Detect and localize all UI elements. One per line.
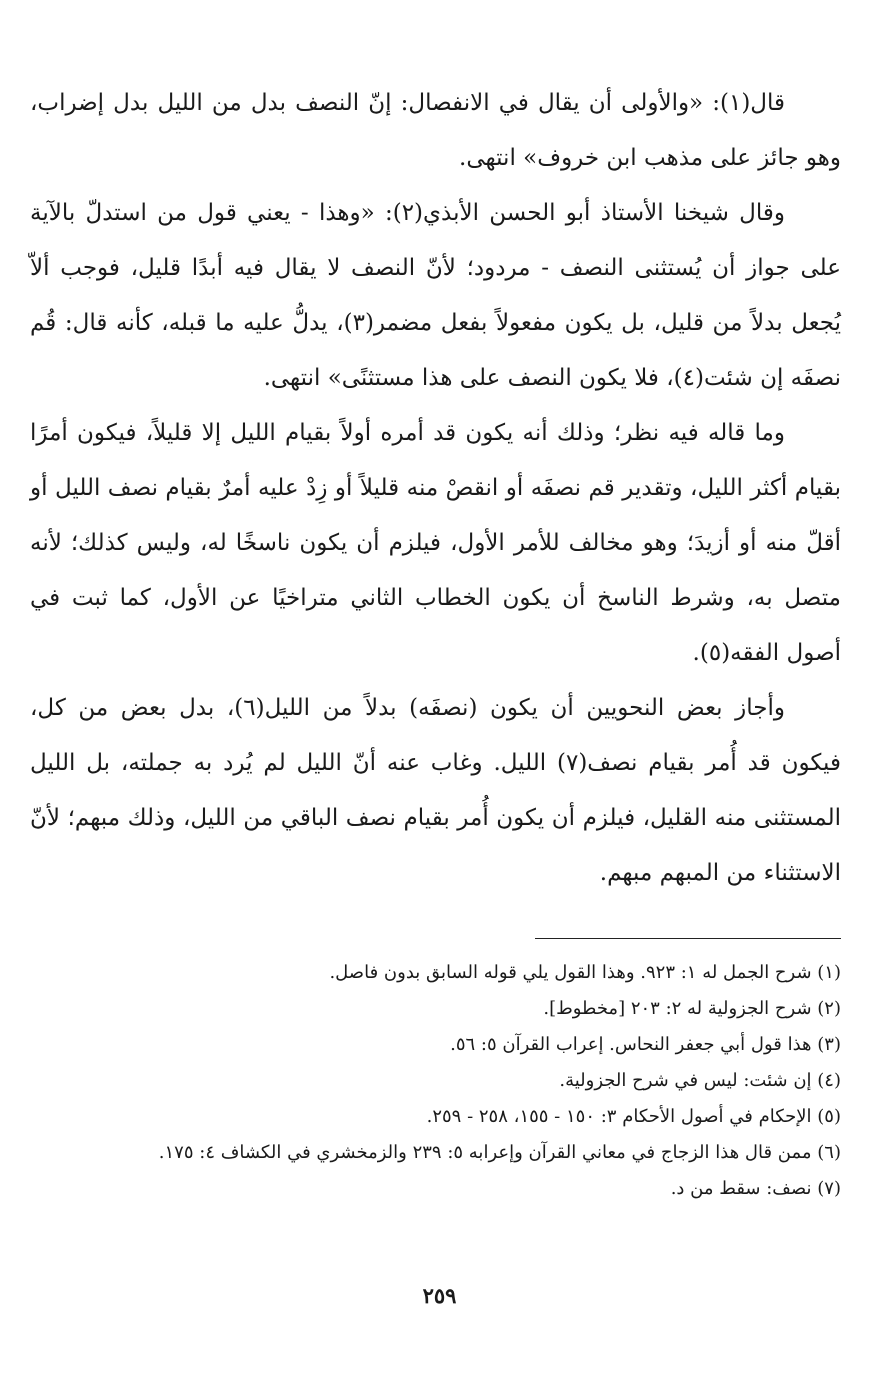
footnotes xyxy=(30,955,841,1207)
paragraph-2: وقال شيخنا الأستاذ أبو الحسن الأبذي(٢): «وهذا - يعني قول من استدلّ بالآية على جواز أن يُستثنى النصف - مردود؛ لأنّ النصف لا يقال فيه أبدًا قليل، فوجب ألاّ يُجعل بدلاً من قليل، بل يكون مفعولاً بفعل مضمر(٣)، يدلُّ عليه ما قبله، كأنه قال: قُم نصفَه إن شئت(٤)، فلا يكون النصف على هذا مستثنًى» انتهى. xyxy=(30,200,841,391)
footnote-2: (٢) شرح الجزولية له ٢: ٢٠٣ [مخطوط]. xyxy=(543,998,841,1019)
footnote-7: (٧) نصف: سقط من د. xyxy=(670,1178,841,1199)
paragraph-3: وما قاله فيه نظر؛ وذلك أنه يكون قد أمره أولاً بقيام الليل إلا قليلاً، فيكون أمرًا بقيام أكثر الليل، وتقدير قم نصفَه أو انقصْ منه قليلاً أو زِدْ عليه أمرٌ بقيام نصف الليل أو أقلّ منه أو أزيدَ؛ وهو مخالف للأمر الأول، فيلزم أن يكون ناسخًا له، وليس كذلك؛ لأنه متصل به، وشرط الناسخ أن يكون الخطاب الثاني متراخيًا عن الأول، كما ثبت في أصول الفقه(٥). xyxy=(30,420,841,666)
paragraph-1: قال(١): «والأولى أن يقال في الانفصال: إنّ النصف بدل من الليل بدل إضراب، وهو جائز على مذهب ابن خروف» انتهى. xyxy=(30,90,841,171)
footnote-4: (٤) إن شئت: ليس في شرح الجزولية. xyxy=(559,1070,841,1091)
main-text xyxy=(30,76,841,901)
footnote-1: (١) شرح الجمل له ١: ٩٢٣. وهذا القول يلي قوله السابق بدون فاصل. xyxy=(329,962,841,983)
page-number: ٢٥٩ xyxy=(422,1283,457,1308)
footnote-6: (٦) ممن قال هذا الزجاج في معاني القرآن وإعرابه ٥: ٢٣٩ والزمخشري في الكشاف ٤: ١٧٥. xyxy=(158,1142,841,1163)
footnote-3: (٣) هذا قول أبي جعفر النحاس. إعراب القرآن ٥: ٥٦. xyxy=(450,1034,841,1055)
footnote-5: (٥) الإحكام في أصول الأحكام ٣: ١٥٠ - ١٥٥، ٢٥٨ - ٢٥٩. xyxy=(426,1106,841,1127)
paragraph-4: وأجاز بعض النحويين أن يكون (نصفَه) بدلاً من الليل(٦)، بدل بعض من كل، فيكون قد أُمر بقيام نصف(٧) الليل. وغاب عنه أنّ الليل لم يُرد به جملته، بل الليل المستثنى منه القليل، فيلزم أن يكون أُمر بقيام نصف الباقي من الليل، وذلك مبهم؛ لأنّ الاستثناء من المبهم مبهم. xyxy=(30,695,841,886)
footnote-divider xyxy=(535,938,841,939)
